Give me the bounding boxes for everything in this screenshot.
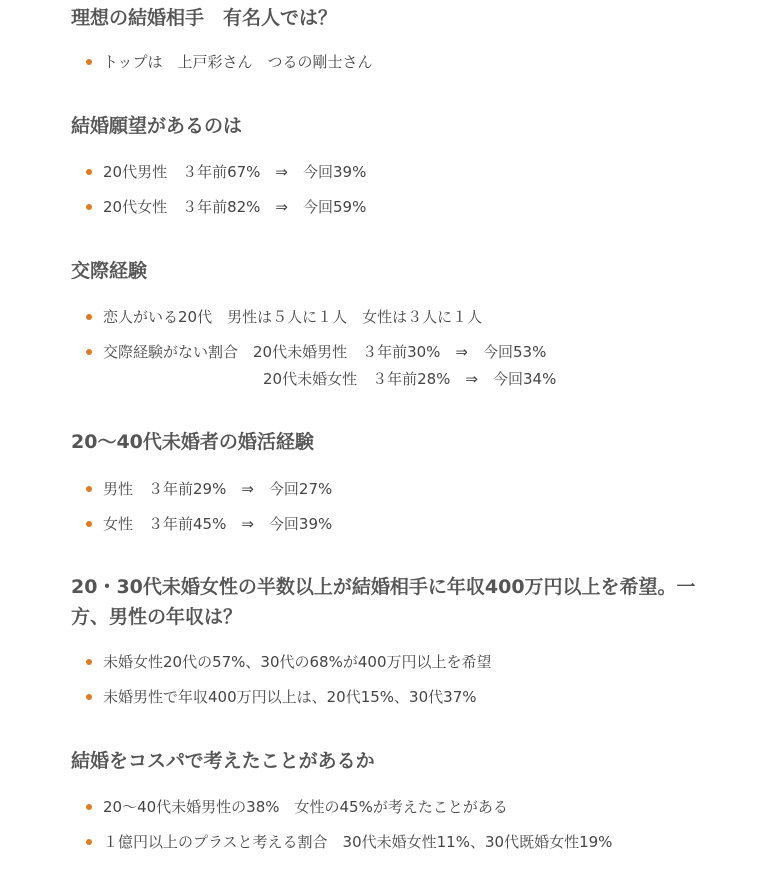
bullet-dot-icon xyxy=(86,694,92,700)
list-item: トップは 上戸彩さん つるの剛士さん xyxy=(103,53,373,71)
section-heading-dating-experience: 交際経験 xyxy=(71,260,148,282)
section-heading-marriage-desire: 結婚願望があるのは xyxy=(71,115,243,137)
list-item: 未婚女性20代の57%、30代の68%が400万円以上を希望 xyxy=(103,653,492,671)
bullet-dot-icon xyxy=(86,659,92,665)
bullet-dot-icon xyxy=(86,204,92,210)
list-item: 男性 ３年前29% ⇒ 今回27% xyxy=(103,480,333,498)
list-item: 20～40代未婚男性の38% 女性の45%が考えたことがある xyxy=(103,798,508,816)
section-heading-income-preference: 20・30代未婚女性の半数以上が結婚相手に年収400万円以上を希望。一方、男性の年収は？ xyxy=(71,576,696,628)
list-item: 女性 ３年前45% ⇒ 今回39% xyxy=(103,515,333,533)
list-item: 交際経験がない割合 20代未婚男性 ３年前30% ⇒ 今回53% xyxy=(103,343,547,361)
list-item: 恋人がいる20代 男性は５人に１人 女性は３人に１人 xyxy=(103,308,483,326)
bullet-dot-icon xyxy=(86,804,92,810)
section-heading-konkatsu-experience: 20～40代未婚者の婚活経験 xyxy=(71,431,314,453)
list-item: 未婚男性で年収400万円以上は、20代15%、30代37% xyxy=(103,688,477,706)
list-item: 20代男性 ３年前67% ⇒ 今回39% xyxy=(103,163,367,181)
bullet-dot-icon xyxy=(86,349,92,355)
bullet-dot-icon xyxy=(86,314,92,320)
bullet-dot-icon xyxy=(86,839,92,845)
section-heading-cost-performance: 結婚をコスパで考えたことがあるか xyxy=(71,750,375,772)
bullet-dot-icon xyxy=(86,169,92,175)
bullet-dot-icon xyxy=(86,521,92,527)
section-heading-ideal-partner: 理想の結婚相手 有名人では？ xyxy=(71,7,338,29)
list-item-continuation: 20代未婚女性 ３年前28% ⇒ 今回34% xyxy=(263,370,557,388)
list-item: １億円以上のプラスと考える割合 30代未婚女性11%、30代既婚女性19% xyxy=(103,833,613,851)
bullet-dot-icon xyxy=(86,486,92,492)
bullet-dot-icon xyxy=(86,59,92,65)
list-item: 20代女性 ３年前82% ⇒ 今回59% xyxy=(103,198,367,216)
